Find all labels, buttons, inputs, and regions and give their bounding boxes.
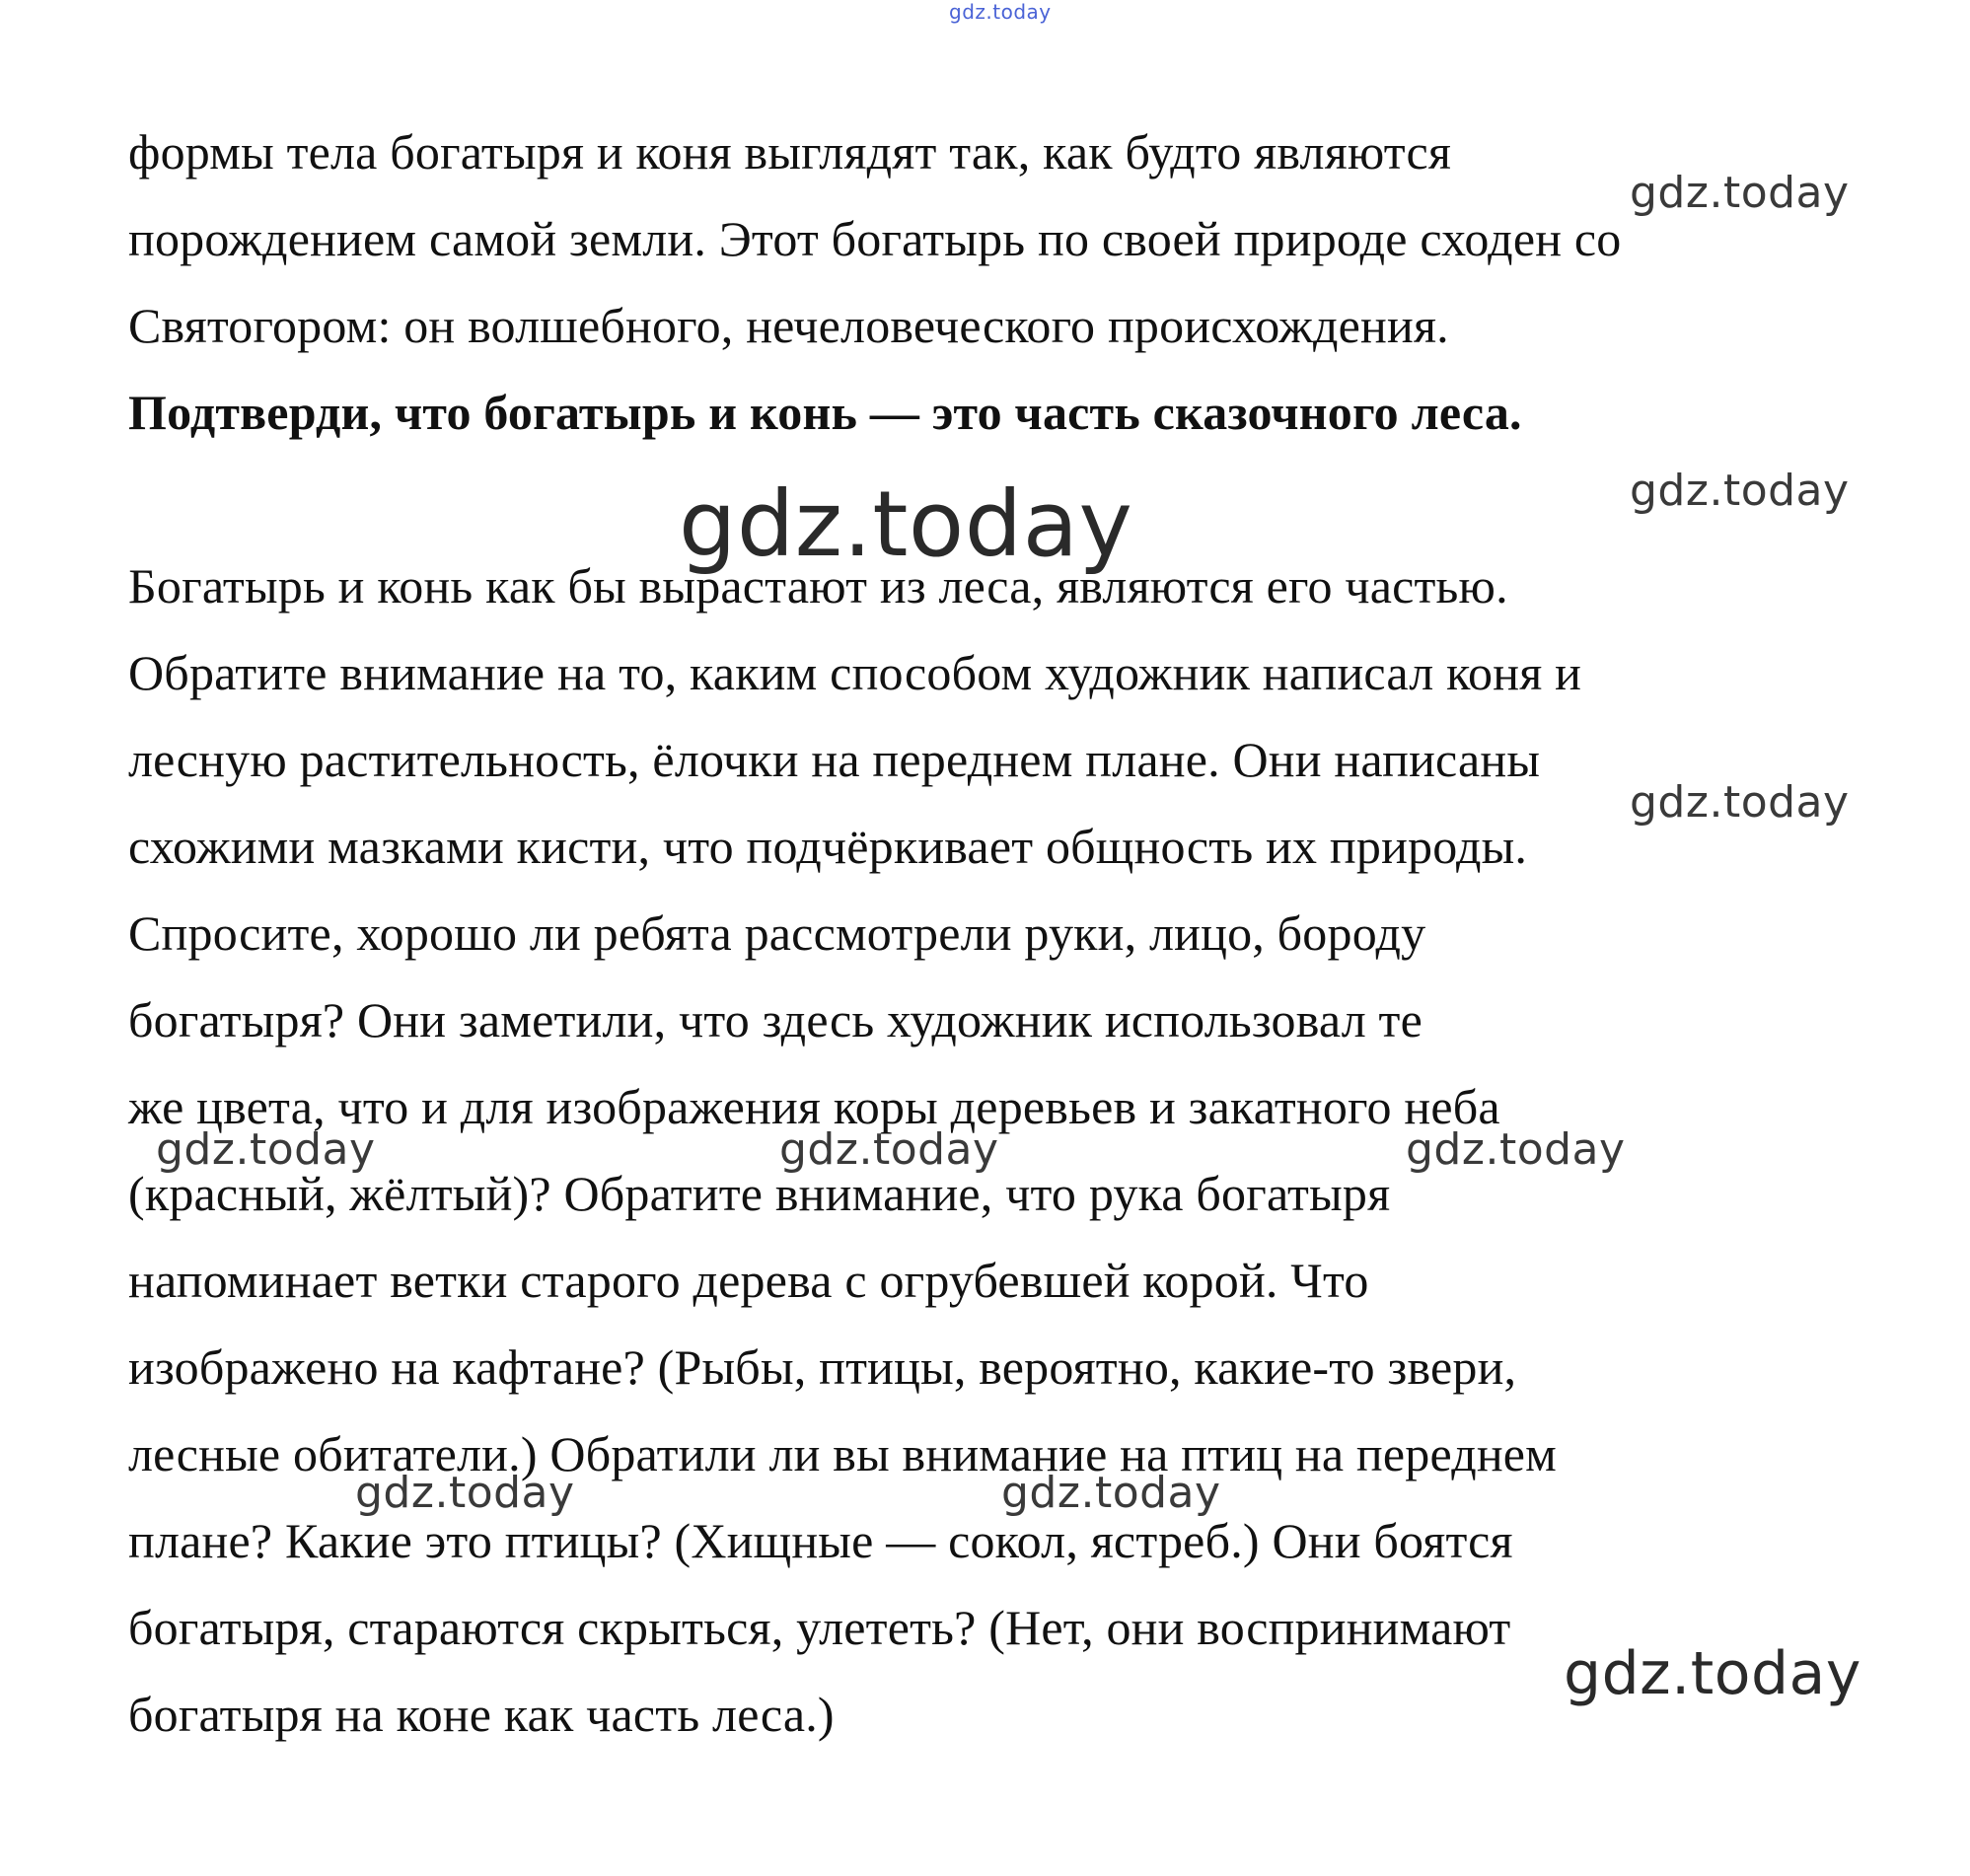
text-line: Святогором: он волшебного, нечеловеческого происхождения. <box>128 298 1449 353</box>
text-line: же цвета, что и для изображения коры деревьев и закатного неба <box>128 1079 1500 1134</box>
watermark-8: gdz.today <box>1001 1468 1221 1518</box>
text-line: лесные обитатели.) Обратили ли вы внимание на птиц на переднем <box>128 1426 1558 1481</box>
text-line: формы тела богатыря и коня выглядят так, как будто являются <box>128 124 1452 180</box>
text-line: богатыря на коне как часть леса.) <box>128 1687 835 1742</box>
watermark-top: gdz.today <box>949 0 1052 24</box>
watermark-3: gdz.today <box>1630 777 1850 828</box>
text-line: схожими мазками кисти, что подчёркивает общность их природы. <box>128 819 1528 874</box>
text-line: богатыря? Они заметили, что здесь художник использовал те <box>128 992 1423 1047</box>
watermark-1: gdz.today <box>1630 168 1850 218</box>
watermark-large-center: gdz.today <box>679 471 1133 577</box>
text-line: Спросите, хорошо ли ребята рассмотрели руки, лицо, бороду <box>128 905 1426 961</box>
text-line: богатыря, стараются скрыться, улететь? (Нет, они воспринимают <box>128 1600 1511 1655</box>
watermark-6: gdz.today <box>1406 1124 1626 1175</box>
text-line: плане? Какие это птицы? (Хищные — сокол, ястреб.) Они боятся <box>128 1513 1513 1568</box>
watermark-5: gdz.today <box>779 1124 999 1175</box>
text-line: Обратите внимание на то, каким способом художник написал коня и <box>128 645 1582 700</box>
watermark-7: gdz.today <box>355 1468 575 1518</box>
text-line: напоминает ветки старого дерева с огрубевшей корой. Что <box>128 1253 1369 1308</box>
text-line: изображено на кафтане? (Рыбы, птицы, вероятно, какие-то звери, <box>128 1339 1517 1395</box>
text-line: Богатырь и конь как бы вырастают из леса, являются его частью. <box>128 558 1508 613</box>
question-heading: Подтверди, что богатырь и конь — это часть сказочного леса. <box>128 385 1522 440</box>
watermark-bottom-right: gdz.today <box>1564 1639 1861 1708</box>
text-line: (красный, жёлтый)? Обратите внимание, что рука богатыря <box>128 1166 1391 1221</box>
text-line: порождением самой земли. Этот богатырь по своей природе сходен со <box>128 211 1622 266</box>
watermark-4: gdz.today <box>156 1124 376 1175</box>
watermark-2: gdz.today <box>1630 466 1850 516</box>
text-line: лесную растительность, ёлочки на переднем плане. Они написаны <box>128 732 1541 787</box>
